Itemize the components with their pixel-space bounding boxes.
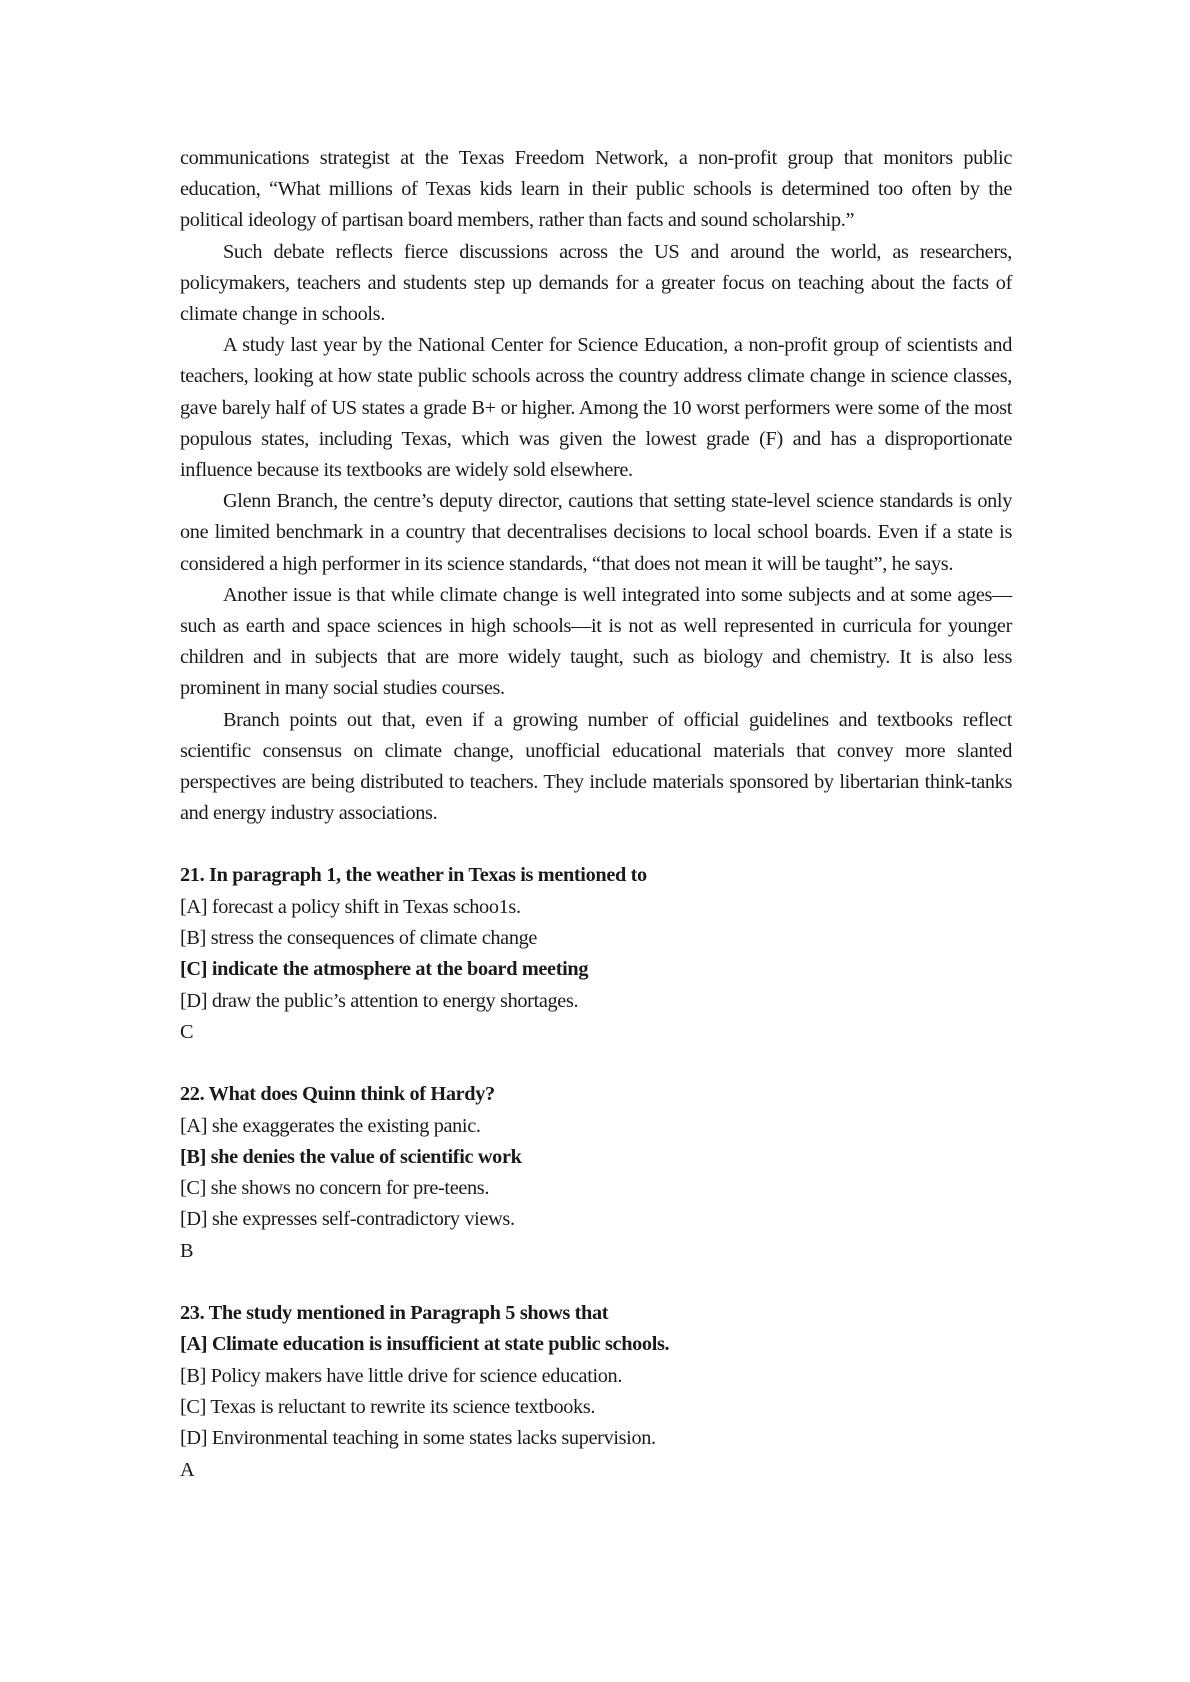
question-23 xyxy=(180,1298,1012,1486)
question-title: 21. In paragraph 1, the weather in Texas is mentioned to xyxy=(180,864,647,887)
option-d: [D] Environmental teaching in some states lacks supervision. xyxy=(180,1427,656,1450)
passage-paragraph-6: Branch points out that, even if a growing number of official guidelines and textbooks reflect scientific consensus on climate change, unofficial educational materials that convey more slanted perspectives are being distributed to teachers. They include materials sponsored by libertarian think-tanks and energy industry associations. xyxy=(180,708,1012,825)
question-21 xyxy=(180,860,1012,1048)
answer-key: B xyxy=(180,1239,194,1262)
option-d: [D] she expresses self-contradictory views. xyxy=(180,1208,515,1231)
question-title: 23. The study mentioned in Paragraph 5 shows that xyxy=(180,1302,609,1325)
question-title: 22. What does Quinn think of Hardy? xyxy=(180,1083,495,1106)
answer-key: A xyxy=(180,1458,195,1481)
option-d: [D] draw the public’s attention to energy shortages. xyxy=(180,989,579,1012)
passage-paragraph-4: Glenn Branch, the centre’s deputy director, cautions that setting state-level science standards is only one limited benchmark in a country that decentralises decisions to local school boards. Even if a state is considered a high performer in its science standards, “that does not mean it will be taught”, he says. xyxy=(180,490,1012,575)
answer-key: C xyxy=(180,1020,194,1043)
passage-paragraph-3: A study last year by the National Center for Science Education, a non-profit group of scientists and teachers, looking at how state public schools across the country address climate change in science classes, gave barely half of US states a grade B+ or higher. Among the 10 worst performers were some of the most populous states, including Texas, which was given the lowest grade (F) and has a disproportionate influence because its textbooks are widely sold elsewhere. xyxy=(180,334,1012,482)
question-22 xyxy=(180,1079,1012,1267)
passage-paragraph-1: communications strategist at the Texas Freedom Network, a non-profit group that monitors public education, “What millions of Texas kids learn in their public schools is determined too often by the political ideology of partisan board members, rather than facts and sound scholarship.” xyxy=(180,147,1012,232)
reading-passage xyxy=(180,143,1012,829)
option-c: [C] she shows no concern for pre-teens. xyxy=(180,1177,490,1200)
option-a-correct: [A] Climate education is insufficient at state public schools. xyxy=(180,1333,670,1356)
passage-paragraph-2: Such debate reflects fierce discussions across the US and around the world, as researchers, policymakers, teachers and students step up demands for a greater focus on teaching about the facts of climate change in schools. xyxy=(180,240,1012,326)
option-b: [B] stress the consequences of climate change xyxy=(180,927,538,950)
option-a: [A] forecast a policy shift in Texas schoo1s. xyxy=(180,895,521,918)
option-b-correct: [B] she denies the value of scientific work xyxy=(180,1145,522,1168)
option-c-correct: [C] indicate the atmosphere at the board meeting xyxy=(180,958,589,981)
option-c: [C] Texas is reluctant to rewrite its science textbooks. xyxy=(180,1395,596,1418)
document-page xyxy=(180,143,1012,1486)
passage-paragraph-5: Another issue is that while climate change is well integrated into some subjects and at some ages—such as earth and space sciences in high schools—it is not as well represented in curricula for younger children and in subjects that are more widely taught, such as biology and chemistry. It is also less prominent in many social studies courses. xyxy=(180,583,1012,700)
option-b: [B] Policy makers have little drive for science education. xyxy=(180,1364,623,1387)
option-a: [A] she exaggerates the existing panic. xyxy=(180,1114,481,1137)
